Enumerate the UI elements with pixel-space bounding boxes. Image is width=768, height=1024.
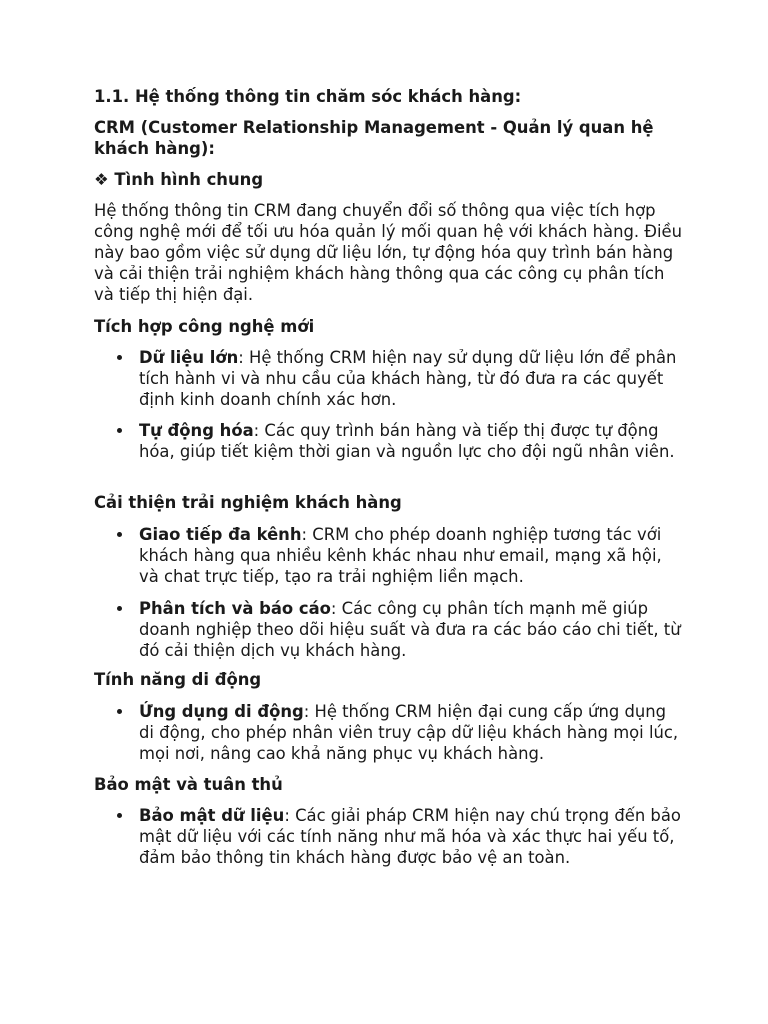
list-item-text: : Các quy trình bán hàng và tiếp thị được tự động hóa, giúp tiết kiệm thời gian và nguồn lực cho đội ngũ nhân viên. [139, 421, 675, 461]
list-item-text: : Hệ thống CRM hiện nay sử dụng dữ liệu lớn để phân tích hành vi và nhu cầu của khách hàng, từ đó đưa ra các quyết định kinh doanh chính xác hơn. [139, 348, 677, 409]
list-item-text: : CRM cho phép doanh nghiệp tương tác với khách hàng qua nhiều kênh khác nhau như email, mạng xã hội, và chat trực tiếp, tạo ra trải nghiệm liền mạch. [139, 525, 662, 586]
diamond-bullet-icon: ❖ [94, 170, 109, 189]
list-item-term: Tự động hóa [139, 421, 254, 440]
list-item [139, 524, 684, 587]
list-item-term: Dữ liệu lớn [139, 348, 239, 367]
overview-heading-text: Tình hình chung [114, 170, 264, 189]
list-item-text: : Các giải pháp CRM hiện nay chú trọng đến bảo mật dữ liệu với các tính năng như mã hóa và xác thực hai yếu tố, đảm bảo thông tin khách hàng được bảo vệ an toàn. [139, 806, 681, 867]
list-item-text: : Hệ thống CRM hiện đại cung cấp ứng dụng di động, cho phép nhân viên truy cập dữ liệu khách hàng mọi lúc, mọi nơi, nâng cao khả năng phục vụ khách hàng. [139, 702, 679, 763]
list-item-term: Giao tiếp đa kênh [139, 525, 302, 544]
section-heading-mobile: Tính năng di động [94, 670, 262, 689]
section-heading-customer-experience: Cải thiện trải nghiệm khách hàng [94, 493, 402, 512]
list-item [139, 420, 684, 462]
list-item [139, 347, 684, 410]
list-item-text: : Các công cụ phân tích mạnh mẽ giúp doanh nghiệp theo dõi hiệu suất và đưa ra các báo cáo chi tiết, từ đó cải thiện dịch vụ khách hàng. [139, 599, 681, 660]
list-item [139, 805, 684, 868]
overview-heading [94, 169, 684, 190]
list-item-term: Phân tích và báo cáo [139, 599, 331, 618]
list-item-term: Bảo mật dữ liệu [139, 806, 285, 825]
intro-paragraph: Hệ thống thông tin CRM đang chuyển đổi số thông qua việc tích hợp công nghệ mới để tối ưu hóa quản lý mối quan hệ với khách hàng. Điều này bao gồm việc sử dụng dữ liệu lớn, tự động hóa quy trình bán hàng và cải thiện trải nghiệm khách hàng thông qua các công cụ phân tích và tiếp thị hiện đại. [94, 201, 683, 304]
list-item-term: Ứng dụng di động [139, 702, 304, 721]
list-item [139, 598, 684, 661]
list-item [139, 701, 684, 764]
section-heading-security: Bảo mật và tuân thủ [94, 775, 283, 794]
section-heading: 1.1. Hệ thống thông tin chăm sóc khách hàng: [94, 87, 522, 106]
crm-heading: CRM (Customer Relationship Management - Quản lý quan hệ khách hàng): [94, 118, 654, 158]
section-heading-new-tech: Tích hợp công nghệ mới [94, 317, 315, 336]
